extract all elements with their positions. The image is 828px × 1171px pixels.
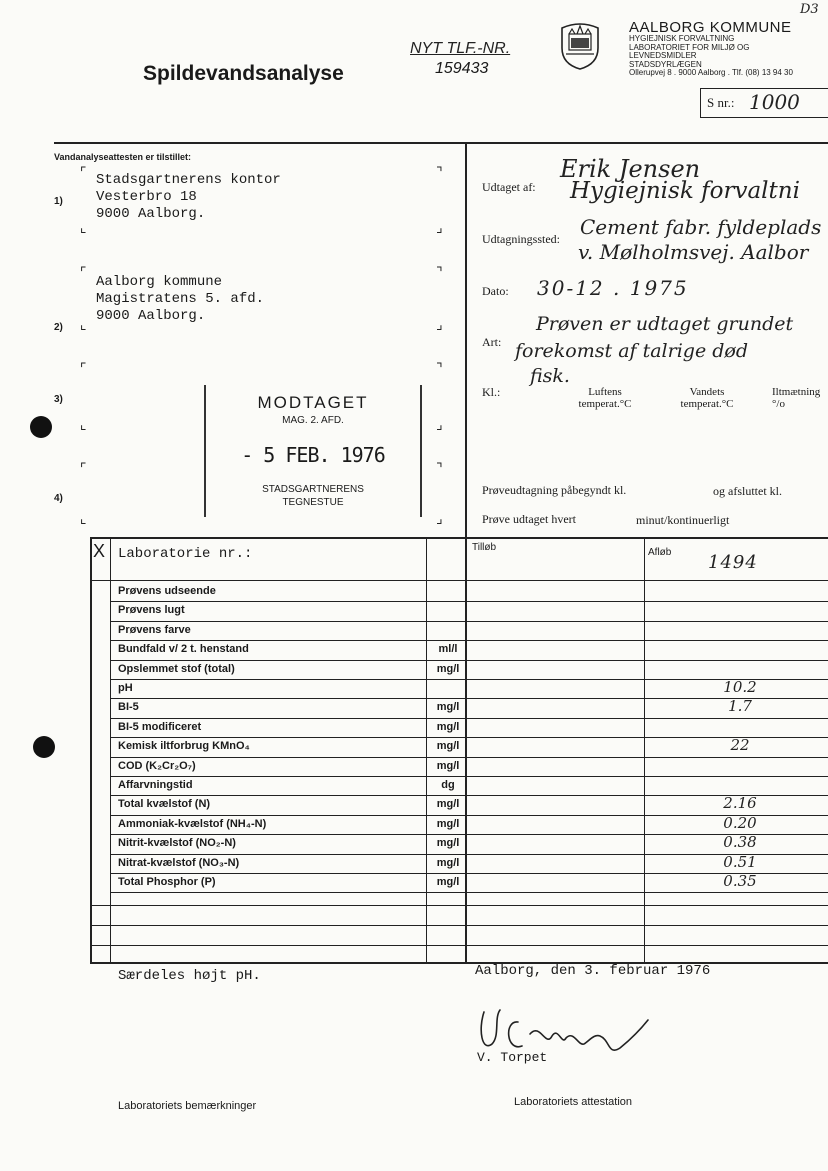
row-rule: [110, 776, 828, 777]
row-unit: mg/l: [436, 837, 460, 850]
vand-line-1: Vandets: [689, 386, 725, 398]
row-rule: [110, 757, 828, 758]
row-rule: [110, 892, 828, 893]
art-value-2: forekomst af talrige død: [515, 340, 749, 362]
place-date: Aalborg, den 3. februar 1976: [475, 963, 711, 979]
dato-value: 30-12 . 1975: [537, 276, 689, 300]
row-value: 0.38: [723, 833, 757, 852]
table-hline: [90, 905, 828, 906]
city-crest-icon: [558, 20, 602, 70]
row-value: 2.16: [723, 794, 757, 813]
table-hline: [90, 580, 828, 581]
row-rule: [110, 660, 828, 661]
s-nr-value: 1000: [749, 90, 800, 114]
row-label: Kemisk iltforbrug KMnO₄: [118, 740, 250, 753]
bracket-corner: ⌜: [80, 265, 87, 281]
phone-number: 159433: [435, 60, 489, 77]
tilloeb-label: Tilløb: [472, 542, 497, 553]
art-value-3: fisk.: [530, 365, 570, 387]
table-hline: [90, 945, 828, 946]
row-unit: mg/l: [436, 856, 460, 869]
recipient-number: 3): [54, 394, 63, 405]
phone-label: NYT TLF.-NR.: [410, 40, 511, 57]
org-line: HYGIEJNISK FORVALTNING: [629, 34, 735, 43]
remarks-label: Laboratoriets bemærkninger: [118, 1100, 257, 1112]
address-line: 9000 Aalborg.: [96, 206, 206, 222]
row-unit: mg/l: [436, 876, 460, 888]
row-label: pH: [118, 682, 133, 694]
bracket-corner: ⌟: [436, 417, 443, 433]
recipient-2-address: [96, 274, 264, 325]
row-label: Bundfald v/ 2 t. henstand: [118, 643, 249, 656]
bracket-corner: ⌜: [80, 165, 87, 181]
bracket-corner: ⌟: [436, 317, 443, 333]
bracket-corner: ⌝: [436, 265, 443, 281]
attest-label: Laboratoriets attestation: [514, 1096, 633, 1108]
s-nr-label: S nr.:: [707, 95, 735, 110]
bracket-corner: ⌜: [80, 461, 87, 477]
s-nr-box: [700, 88, 828, 118]
luft-line-1: Luftens: [588, 386, 622, 398]
row-label: BI-5 modificeret: [118, 720, 202, 733]
stamp-line1: STADSGARTNERENS: [262, 484, 364, 495]
bracket-corner: ⌞: [80, 220, 87, 236]
hvert-label: Prøve udtaget hvert: [482, 512, 576, 526]
punch-hole-top: [30, 416, 52, 438]
row-unit: mg/l: [436, 759, 460, 772]
recipient-1-address: [96, 172, 281, 223]
afloeb-nr: 1494: [708, 552, 758, 573]
bracket-corner: ⌞: [80, 511, 87, 527]
ilt-line-2: °/o: [772, 398, 785, 410]
row-rule: [110, 640, 828, 641]
org-name: AALBORG KOMMUNE: [629, 19, 792, 36]
row-label: COD (K₂Cr₂O₇): [118, 759, 196, 772]
address-line: 9000 Aalborg.: [96, 308, 206, 324]
row-value: 22: [730, 736, 750, 755]
row-value: 1.7: [728, 697, 752, 716]
row-value: 10.2: [723, 678, 757, 696]
vand-temp-label: [667, 386, 747, 410]
stamp-line2: TEGNESTUE: [282, 497, 344, 508]
bracket-corner: ⌟: [436, 220, 443, 236]
row-label: BI-5: [118, 701, 139, 714]
corner-mark: D3: [800, 2, 819, 17]
address-line: Magistratens 5. afd.: [96, 291, 265, 307]
row-unit: mg/l: [436, 817, 460, 830]
row-label: Ammoniak-kvælstof (NH₄-N): [118, 817, 267, 830]
row-value: 0.51: [723, 852, 757, 871]
begyndt-label: Prøveudtagning påbegyndt kl.: [482, 483, 627, 497]
udtaget-label: Udtaget af:: [482, 180, 536, 194]
row-value: 0.20: [723, 813, 757, 832]
row-label: Nitrat-kvælstof (NO₃-N): [118, 856, 240, 869]
recipients-heading: Vandanalyseattesten er tilstillet:: [54, 152, 192, 162]
bracket-corner: ⌞: [80, 317, 87, 333]
minut-label: minut/kontinuerligt: [636, 513, 730, 527]
remark-text: Særdeles højt pH.: [118, 968, 261, 984]
sted-value-1: Cement fabr. fyldeplads: [580, 215, 822, 239]
recipient-number: 1): [54, 196, 63, 207]
org-line: Ollerupvej 8 . 9000 Aalborg . Tlf. (08) 13 94 30: [629, 68, 793, 77]
row-unit: mg/l: [436, 798, 460, 811]
afsluttet-label: og afsluttet kl.: [713, 484, 782, 498]
table-hline: [90, 925, 828, 926]
table-vline: [90, 537, 92, 962]
art-label: Art:: [482, 335, 502, 349]
bracket-corner: ⌜: [80, 361, 87, 377]
address-line: Aalborg kommune: [96, 274, 223, 290]
stamp-date: - 5 FEB. 1976: [241, 443, 385, 467]
row-label: Prøvens lugt: [118, 604, 185, 617]
udtaget-value-1: Erik Jensen: [560, 155, 701, 183]
row-rule: [110, 718, 828, 719]
table-border-top: [90, 537, 828, 539]
address-line: Vesterbro 18: [96, 189, 197, 205]
bracket-corner: ⌝: [436, 361, 443, 377]
page-title: Spildevandsanalyse: [143, 62, 344, 85]
header-rule: [54, 142, 828, 144]
row-label: Prøvens farve: [118, 623, 191, 636]
row-unit: mg/l: [436, 701, 460, 714]
punch-hole-bottom: [33, 736, 55, 758]
row-unit: ml/l: [438, 643, 458, 656]
sted-value-2: v. Mølholmsvej. Aalbor: [578, 240, 809, 264]
luft-temp-label: [565, 386, 645, 410]
dato-label: Dato:: [482, 284, 509, 298]
received-stamp: [204, 385, 422, 517]
kl-label: Kl.:: [482, 385, 501, 399]
stamp-title: MODTAGET: [257, 393, 369, 412]
row-rule: [110, 601, 828, 602]
org-line: LEVNEDSMIDLER: [629, 51, 697, 60]
bracket-corner: ⌟: [436, 511, 443, 527]
org-address: [629, 35, 793, 78]
sted-label: Udtagningssted:: [482, 232, 560, 246]
signer-name: V. Torpet: [477, 1050, 548, 1065]
luft-line-2: temperat.°C: [578, 398, 632, 410]
row-unit: dg: [441, 779, 455, 791]
check-mark: X: [93, 541, 106, 561]
row-label: Affarvningstid: [118, 779, 193, 791]
stamp-sub: MAG. 2. AFD.: [282, 415, 344, 426]
recipient-number: 2): [54, 322, 63, 333]
row-label: Prøvens udseende: [118, 585, 216, 597]
table-border-bottom: [90, 962, 828, 964]
art-value-1: Prøven er udtaget grundet: [536, 313, 794, 335]
ilt-line-1: Iltmætning: [772, 386, 821, 398]
row-label: Nitrit-kvælstof (NO₂-N): [118, 837, 236, 850]
row-label: Opslemmet stof (total): [118, 662, 235, 675]
row-label: Total kvælstof (N): [118, 798, 211, 811]
bracket-corner: ⌝: [436, 461, 443, 477]
row-unit: mg/l: [436, 740, 460, 753]
vand-line-2: temperat.°C: [680, 398, 734, 410]
org-line: STADSDYRLÆGEN: [629, 59, 702, 69]
ilt-label: [772, 386, 828, 410]
lab-nr-label: Laboratorie nr.:: [118, 546, 253, 562]
recipient-number: 4): [54, 493, 63, 504]
udtaget-value-2: Hygiejnisk forvaltni: [570, 178, 800, 204]
row-value: 0.35: [723, 872, 757, 890]
afloeb-label: Afløb: [648, 547, 672, 558]
row-label: Total Phosphor (P): [118, 876, 216, 888]
bracket-corner: ⌞: [80, 417, 87, 433]
row-unit: mg/l: [436, 720, 460, 733]
row-rule: [110, 621, 828, 622]
center-rule: [465, 142, 467, 538]
bracket-corner: ⌝: [436, 165, 443, 181]
org-line: LABORATORIET FOR MILJØ OG: [629, 42, 750, 52]
row-unit: mg/l: [436, 662, 460, 675]
address-line: Stadsgartnerens kontor: [96, 172, 281, 188]
